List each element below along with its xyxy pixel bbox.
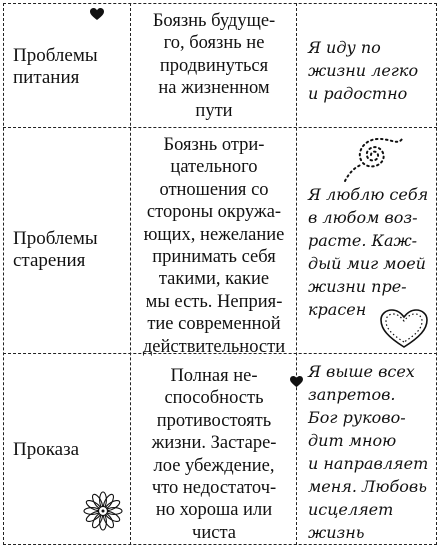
column-divider-2 [296,3,297,545]
table-row-2-cause: Боязнь отри- цательного отношения со стороны окружа- ющих, нежелание принимать себя такими, какие мы есть. Неприя- тие современной действительности [142,135,286,357]
dotted-spiral-icon [341,131,411,183]
table-row-1-problem: Проблемы питания [13,45,98,88]
table-row-3-cause: Полная не- способность противостоять жизни. Застаре- лое убеждение, что недостаточ- но хороша или чиста [151,366,277,543]
table-border-right [436,3,437,545]
table-row-3-problem: Проказа [13,439,80,460]
daisy-flower-icon [83,491,123,531]
table-row-3-affirmation: Я выше всех запретов. Бог руково- дит мною и направляет меня. Любовь исцеляет жизнь [308,362,429,542]
table-border-top [3,3,437,4]
column-divider-1 [130,3,131,545]
table-row-1-affirmation: Я иду по жизни легко и радостно [308,38,419,103]
table-row-1-cause: Боязнь будуще- го, боязнь не продвинуться на жизненном пути [152,11,276,121]
outline-heart-icon [378,307,430,351]
table-row-2-problem: Проблемы старения [13,228,98,271]
affirmation-table [3,3,437,545]
heart-icon [290,376,303,388]
table-border-left [3,3,4,545]
row-divider-1 [3,127,437,128]
table-row-2-affirmation: Я люблю себя в любом воз- расте. Каж- дый миг моей жизни пре- красен [308,185,429,319]
heart-icon [90,8,104,21]
